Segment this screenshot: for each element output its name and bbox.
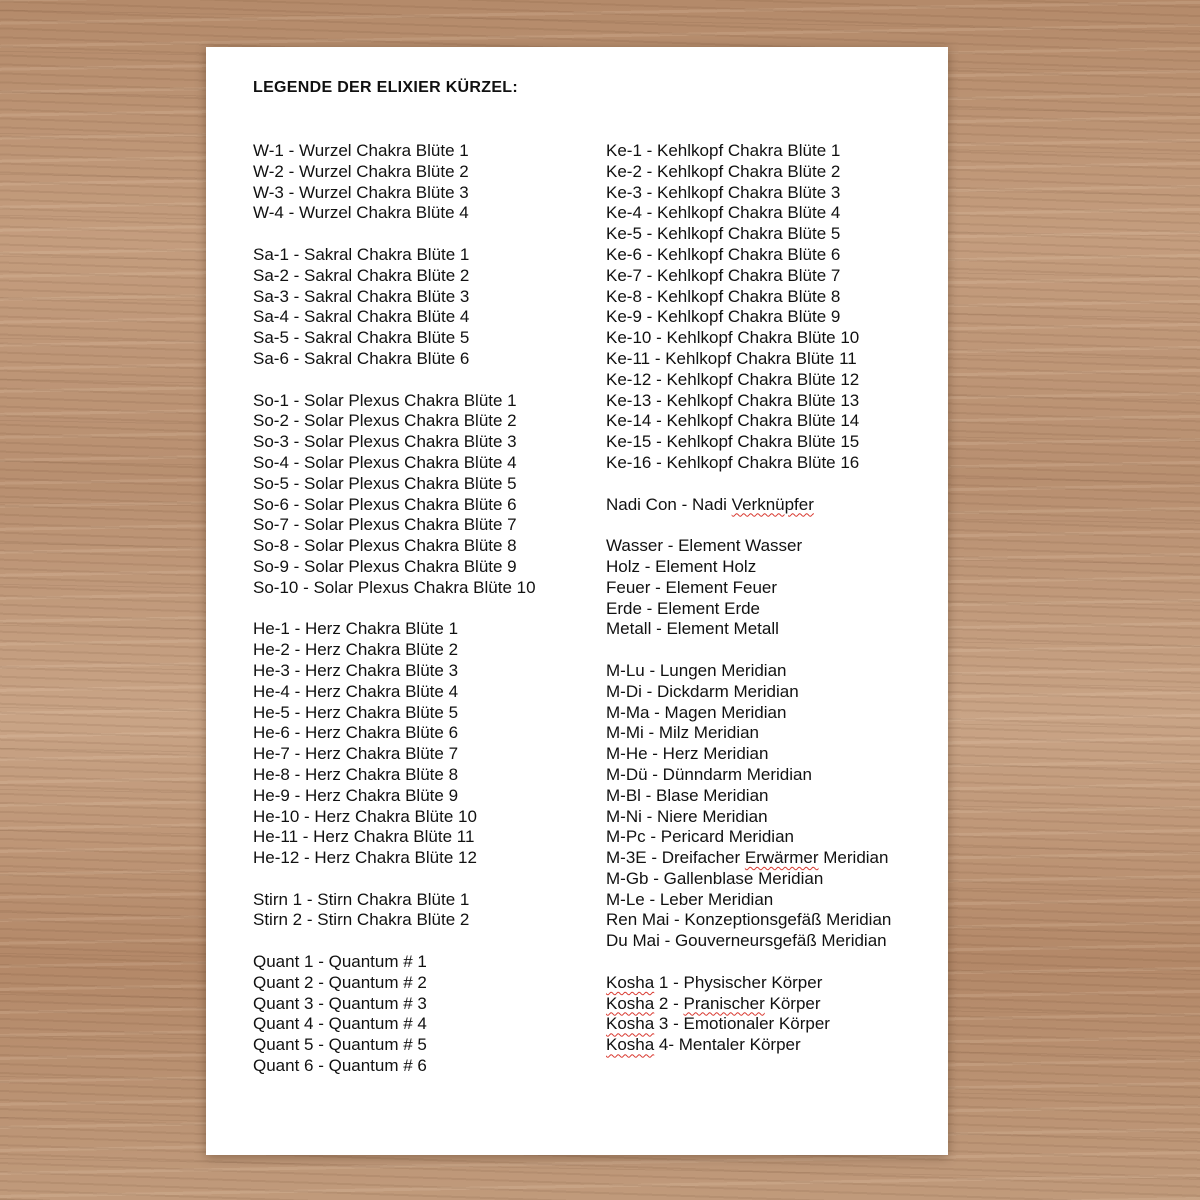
- spellcheck-mark: Pranischer: [683, 993, 765, 1013]
- legend-entry: So-10 - Solar Plexus Chakra Blüte 10: [253, 577, 536, 597]
- legend-entry: Holz - Element Holz: [606, 556, 757, 576]
- legend-entry: M-3E - Dreifacher Erwärmer Meridian: [606, 848, 889, 868]
- legend-group: [253, 391, 536, 599]
- legend-entry: Ke-10 - Kehlkopf Chakra Blüte 10: [606, 328, 860, 348]
- legend-entry: He-9 - Herz Chakra Blüte 9: [253, 785, 459, 805]
- legend-entry: Wasser - Element Wasser: [606, 536, 803, 556]
- legend-entry: Ke-11 - Kehlkopf Chakra Blüte 11: [606, 348, 857, 368]
- legend-entry: He-10 - Herz Chakra Blüte 10: [253, 806, 477, 826]
- legend-entry: M-Ma - Magen Meridian: [606, 702, 787, 722]
- legend-group: [253, 619, 536, 869]
- spellcheck-mark: Kosha: [606, 993, 655, 1013]
- legend-entry: W-4 - Wurzel Chakra Blüte 4: [253, 203, 469, 223]
- legend-group: [606, 536, 891, 640]
- legend-entry: W-3 - Wurzel Chakra Blüte 3: [253, 182, 469, 202]
- legend-entry: M-Di - Dickdarm Meridian: [606, 681, 799, 701]
- legend-entry: M-Dü - Dünndarm Meridian: [606, 764, 812, 784]
- legend-entry: So-8 - Solar Plexus Chakra Blüte 8: [253, 536, 517, 556]
- spellcheck-mark: Erwärmer: [744, 848, 819, 868]
- legend-entry: Quant 1 - Quantum # 1: [253, 952, 427, 972]
- legend-entry: Sa-3 - Sakral Chakra Blüte 3: [253, 286, 470, 306]
- legend-entry: Metall - Element Metall: [606, 619, 779, 639]
- legend-entry: W-1 - Wurzel Chakra Blüte 1: [253, 141, 469, 160]
- legend-entry: Ke-8 - Kehlkopf Chakra Blüte 8: [606, 286, 841, 306]
- legend-entry: Quant 2 - Quantum # 2: [253, 972, 427, 992]
- legend-entry: Ke-7 - Kehlkopf Chakra Blüte 7: [606, 265, 841, 285]
- legend-entry: Kosha 4- Mentaler Körper: [606, 1035, 801, 1055]
- legend-group: [253, 890, 536, 932]
- legend-entry: He-12 - Herz Chakra Blüte 12: [253, 848, 477, 868]
- legend-entry: Sa-6 - Sakral Chakra Blüte 6: [253, 348, 470, 368]
- legend-entry: Stirn 2 - Stirn Chakra Blüte 2: [253, 910, 470, 930]
- legend-entry: Erde - Element Erde: [606, 598, 761, 618]
- legend-entry: Ke-3 - Kehlkopf Chakra Blüte 3: [606, 182, 841, 202]
- legend-group: [606, 661, 891, 952]
- legend-entry: Sa-5 - Sakral Chakra Blüte 5: [253, 328, 470, 348]
- legend-entry: So-4 - Solar Plexus Chakra Blüte 4: [253, 452, 517, 472]
- legend-entry: He-11 - Herz Chakra Blüte 11: [253, 827, 475, 847]
- legend-entry: Ke-1 - Kehlkopf Chakra Blüte 1: [606, 141, 841, 160]
- legend-entry: Sa-2 - Sakral Chakra Blüte 2: [253, 265, 470, 285]
- legend-entry: Ke-13 - Kehlkopf Chakra Blüte 13: [606, 390, 860, 410]
- legend-entry: So-7 - Solar Plexus Chakra Blüte 7: [253, 515, 517, 535]
- legend-entry: Du Mai - Gouverneursgefäß Meridian: [606, 931, 887, 951]
- legend-entry: So-2 - Solar Plexus Chakra Blüte 2: [253, 411, 517, 431]
- legend-group: [253, 245, 536, 370]
- legend-entry: M-Pc - Pericard Meridian: [606, 827, 794, 847]
- legend-entry: M-Le - Leber Meridian: [606, 889, 774, 909]
- spellcheck-mark: Kosha: [606, 1014, 655, 1034]
- legend-entry: So-6 - Solar Plexus Chakra Blüte 6: [253, 494, 517, 514]
- legend-entry: Quant 5 - Quantum # 5: [253, 1035, 427, 1055]
- legend-entry: He-8 - Herz Chakra Blüte 8: [253, 764, 459, 784]
- legend-entry: He-1 - Herz Chakra Blüte 1: [253, 619, 459, 639]
- legend-entry: W-2 - Wurzel Chakra Blüte 2: [253, 161, 469, 181]
- left-column: [253, 141, 536, 1098]
- legend-entry: He-4 - Herz Chakra Blüte 4: [253, 681, 459, 701]
- legend-entry: Quant 4 - Quantum # 4: [253, 1014, 427, 1034]
- spellcheck-mark: Kosha: [606, 1035, 655, 1055]
- legend-entry: Quant 3 - Quantum # 3: [253, 993, 427, 1013]
- legend-entry: M-Mi - Milz Meridian: [606, 723, 759, 743]
- legend-group: [606, 141, 891, 474]
- legend-entry: Ke-5 - Kehlkopf Chakra Blüte 5: [606, 224, 841, 244]
- legend-sheet: [206, 47, 948, 1155]
- legend-entry: Quant 6 - Quantum # 6: [253, 1056, 427, 1076]
- legend-entry: Ke-14 - Kehlkopf Chakra Blüte 14: [606, 411, 860, 431]
- legend-entry: So-9 - Solar Plexus Chakra Blüte 9: [253, 556, 517, 576]
- legend-entry: He-6 - Herz Chakra Blüte 6: [253, 723, 459, 743]
- legend-group: [253, 952, 536, 1077]
- legend-group: [253, 141, 536, 224]
- legend-entry: Nadi Con - Nadi Verknüpfer: [606, 494, 814, 514]
- legend-entry: So-5 - Solar Plexus Chakra Blüte 5: [253, 473, 517, 493]
- legend-group: [606, 495, 891, 516]
- legend-entry: M-Lu - Lungen Meridian: [606, 660, 787, 680]
- legend-entry: Ke-16 - Kehlkopf Chakra Blüte 16: [606, 452, 860, 472]
- legend-entry: Sa-4 - Sakral Chakra Blüte 4: [253, 307, 470, 327]
- legend-entry: Ren Mai - Konzeptionsgefäß Meridian: [606, 910, 892, 930]
- legend-entry: He-3 - Herz Chakra Blüte 3: [253, 660, 459, 680]
- legend-entry: Sa-1 - Sakral Chakra Blüte 1: [253, 244, 470, 264]
- legend-entry: Ke-12 - Kehlkopf Chakra Blüte 12: [606, 369, 860, 389]
- right-column: [606, 141, 891, 1077]
- legend-entry: Kosha 3 - Emotionaler Körper: [606, 1014, 830, 1034]
- legend-entry: He-5 - Herz Chakra Blüte 5: [253, 702, 459, 722]
- legend-entry: So-1 - Solar Plexus Chakra Blüte 1: [253, 390, 517, 410]
- legend-entry: Ke-4 - Kehlkopf Chakra Blüte 4: [606, 203, 841, 223]
- legend-entry: Kosha 2 - Pranischer Körper: [606, 993, 821, 1013]
- legend-entry: M-He - Herz Meridian: [606, 744, 769, 764]
- legend-entry: Ke-9 - Kehlkopf Chakra Blüte 9: [606, 307, 841, 327]
- legend-entry: M-Gb - Gallenblase Meridian: [606, 868, 824, 888]
- spellcheck-mark: Kosha: [606, 972, 655, 992]
- legend-entry: Stirn 1 - Stirn Chakra Blüte 1: [253, 889, 470, 909]
- legend-entry: So-3 - Solar Plexus Chakra Blüte 3: [253, 432, 517, 452]
- legend-entry: He-7 - Herz Chakra Blüte 7: [253, 744, 459, 764]
- legend-entry: M-Ni - Niere Meridian: [606, 806, 768, 826]
- legend-entry: He-2 - Herz Chakra Blüte 2: [253, 640, 459, 660]
- legend-entry: Ke-6 - Kehlkopf Chakra Blüte 6: [606, 244, 841, 264]
- legend-title: LEGENDE DER ELIXIER KÜRZEL:: [253, 79, 519, 96]
- legend-group: [606, 973, 891, 1056]
- legend-entry: Kosha 1 - Physischer Körper: [606, 972, 823, 992]
- legend-entry: Ke-2 - Kehlkopf Chakra Blüte 2: [606, 161, 841, 181]
- spellcheck-mark: Verknüpfer: [731, 494, 814, 514]
- legend-entry: M-Bl - Blase Meridian: [606, 785, 769, 805]
- legend-entry: Feuer - Element Feuer: [606, 577, 778, 597]
- legend-entry: Ke-15 - Kehlkopf Chakra Blüte 15: [606, 432, 860, 452]
